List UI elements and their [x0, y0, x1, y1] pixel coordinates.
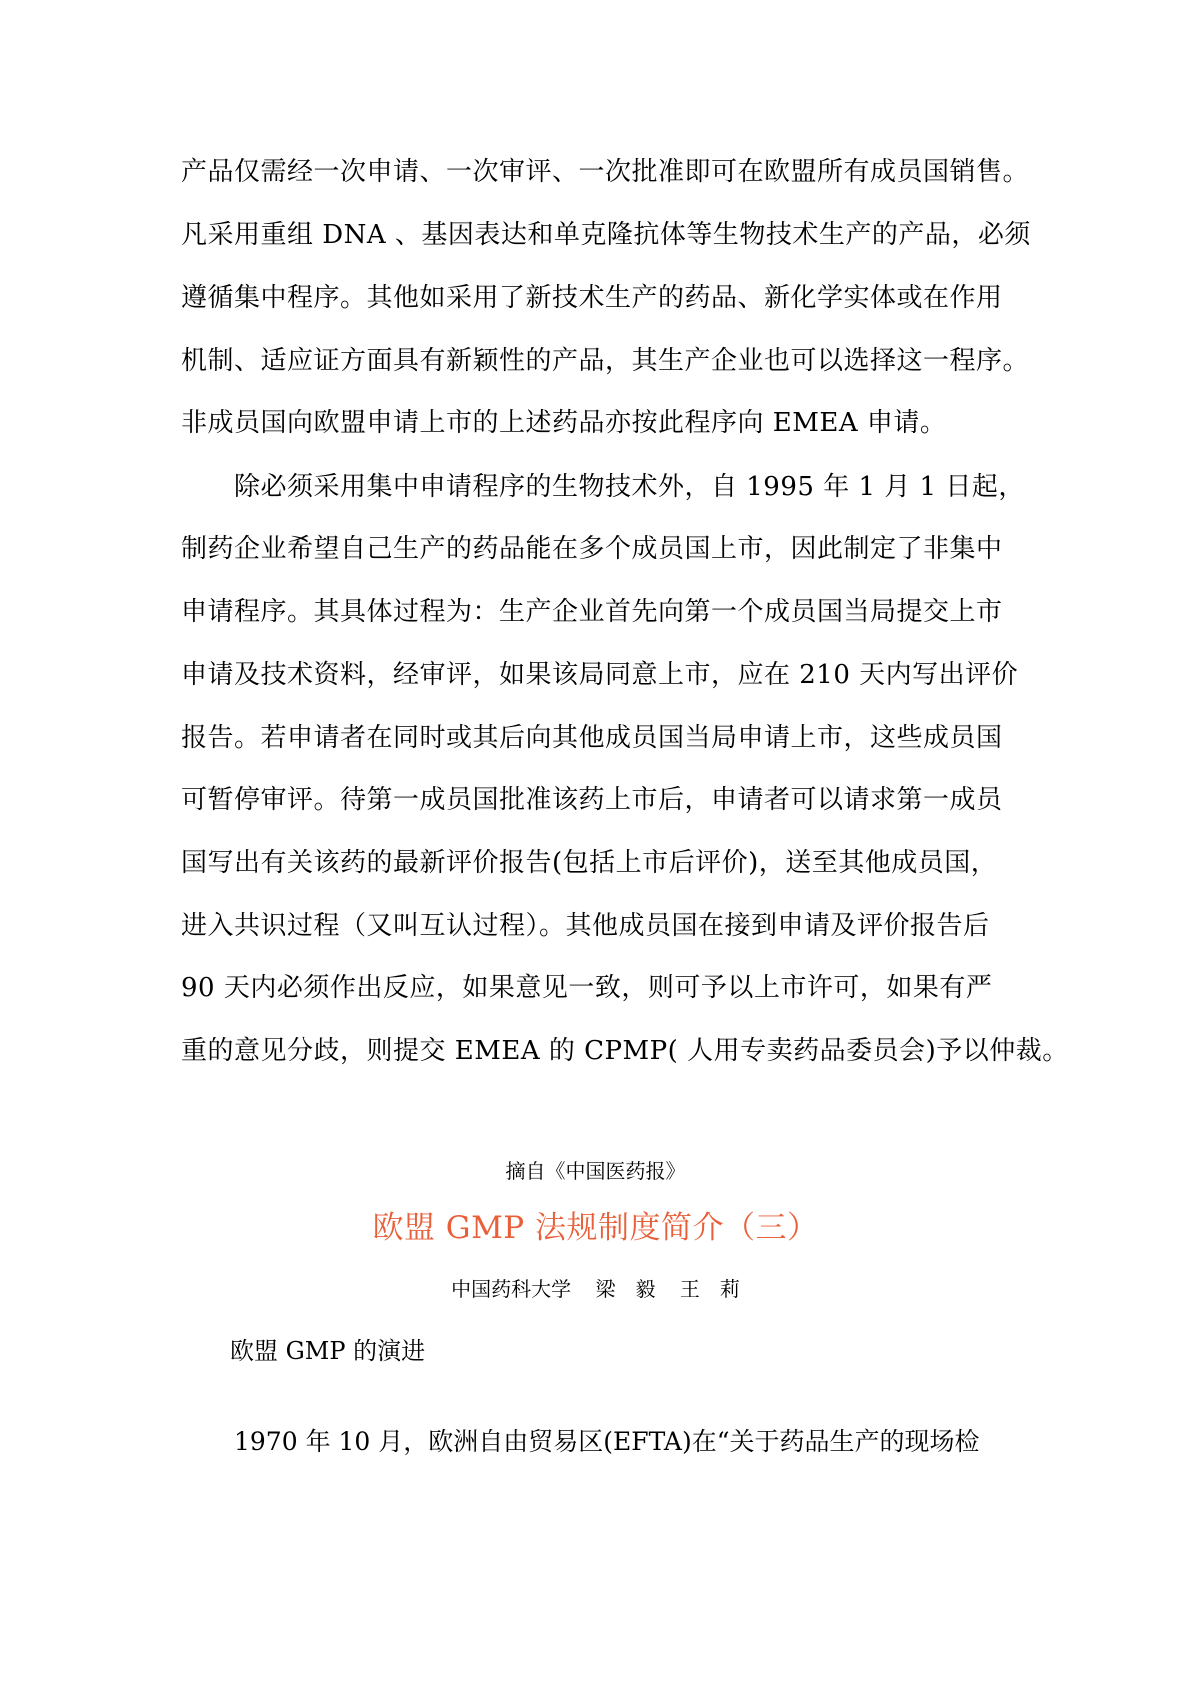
source-attribution: 摘自《中国医药报》	[505, 1159, 686, 1183]
author-institution: 中国药科大学	[451, 1277, 572, 1301]
paragraph-line: 机制、适应证方面具有新颖性的产品，其生产企业也可以选择这一程序。	[181, 346, 1030, 376]
article-authors	[0, 1275, 1191, 1303]
author-name: 王 莉	[679, 1277, 740, 1301]
paragraph-line: 报告。若申请者在同时或其后向其他成员国当局申请上市，这些成员国	[181, 723, 1003, 753]
paragraph-line: 除必须采用集中申请程序的生物技术外，自 1995 年 1 月 1 日起，	[234, 472, 1025, 502]
paragraph-line: 遵循集中程序。其他如采用了新技术生产的药品、新化学实体或在作用	[181, 283, 1003, 313]
paragraph-line: 非成员国向欧盟申请上市的上述药品亦按此程序向 EMEA 申请。	[181, 408, 947, 438]
paragraph-line: 申请程序。其具体过程为：生产企业首先向第一个成员国当局提交上市	[181, 597, 1003, 627]
section-heading: 欧盟 GMP 的演进	[230, 1337, 426, 1365]
paragraph-line: 申请及技术资料，经审评，如果该局同意上市，应在 210 天内写出评价	[181, 660, 1019, 690]
paragraph-line: 90 天内必须作出反应，如果意见一致，则可予以上市许可，如果有严	[181, 973, 993, 1003]
section-paragraph-line: 1970 年 10 月，欧洲自由贸易区(EFTA)在“关于药品生产的现场检	[234, 1427, 980, 1456]
paragraph-line: 可暂停审评。待第一成员国批准该药上市后，申请者可以请求第一成员	[181, 785, 1003, 815]
paragraph-line: 凡采用重组 DNA 、基因表达和单克隆抗体等生物技术生产的产品，必须	[181, 220, 1031, 250]
paragraph-line: 产品仅需经一次申请、一次审评、一次批准即可在欧盟所有成员国销售。	[181, 157, 1030, 187]
paragraph-line: 国写出有关该药的最新评价报告(包括上市后评价)，送至其他成员国，	[181, 848, 998, 878]
paragraph-line: 制药企业希望自己生产的药品能在多个成员国上市，因此制定了非集中	[181, 534, 1003, 564]
paragraph-line: 进入共识过程（又叫互认过程）。其他成员国在接到申请及评价报告后	[181, 911, 990, 941]
article-title: 欧盟 GMP 法规制度简介（三）	[372, 1210, 819, 1246]
paragraph-line: 重的意见分歧，则提交 EMEA 的 CPMP( 人用专卖药品委员会)予以仲裁。	[181, 1036, 1069, 1066]
author-name: 梁 毅	[595, 1277, 656, 1301]
